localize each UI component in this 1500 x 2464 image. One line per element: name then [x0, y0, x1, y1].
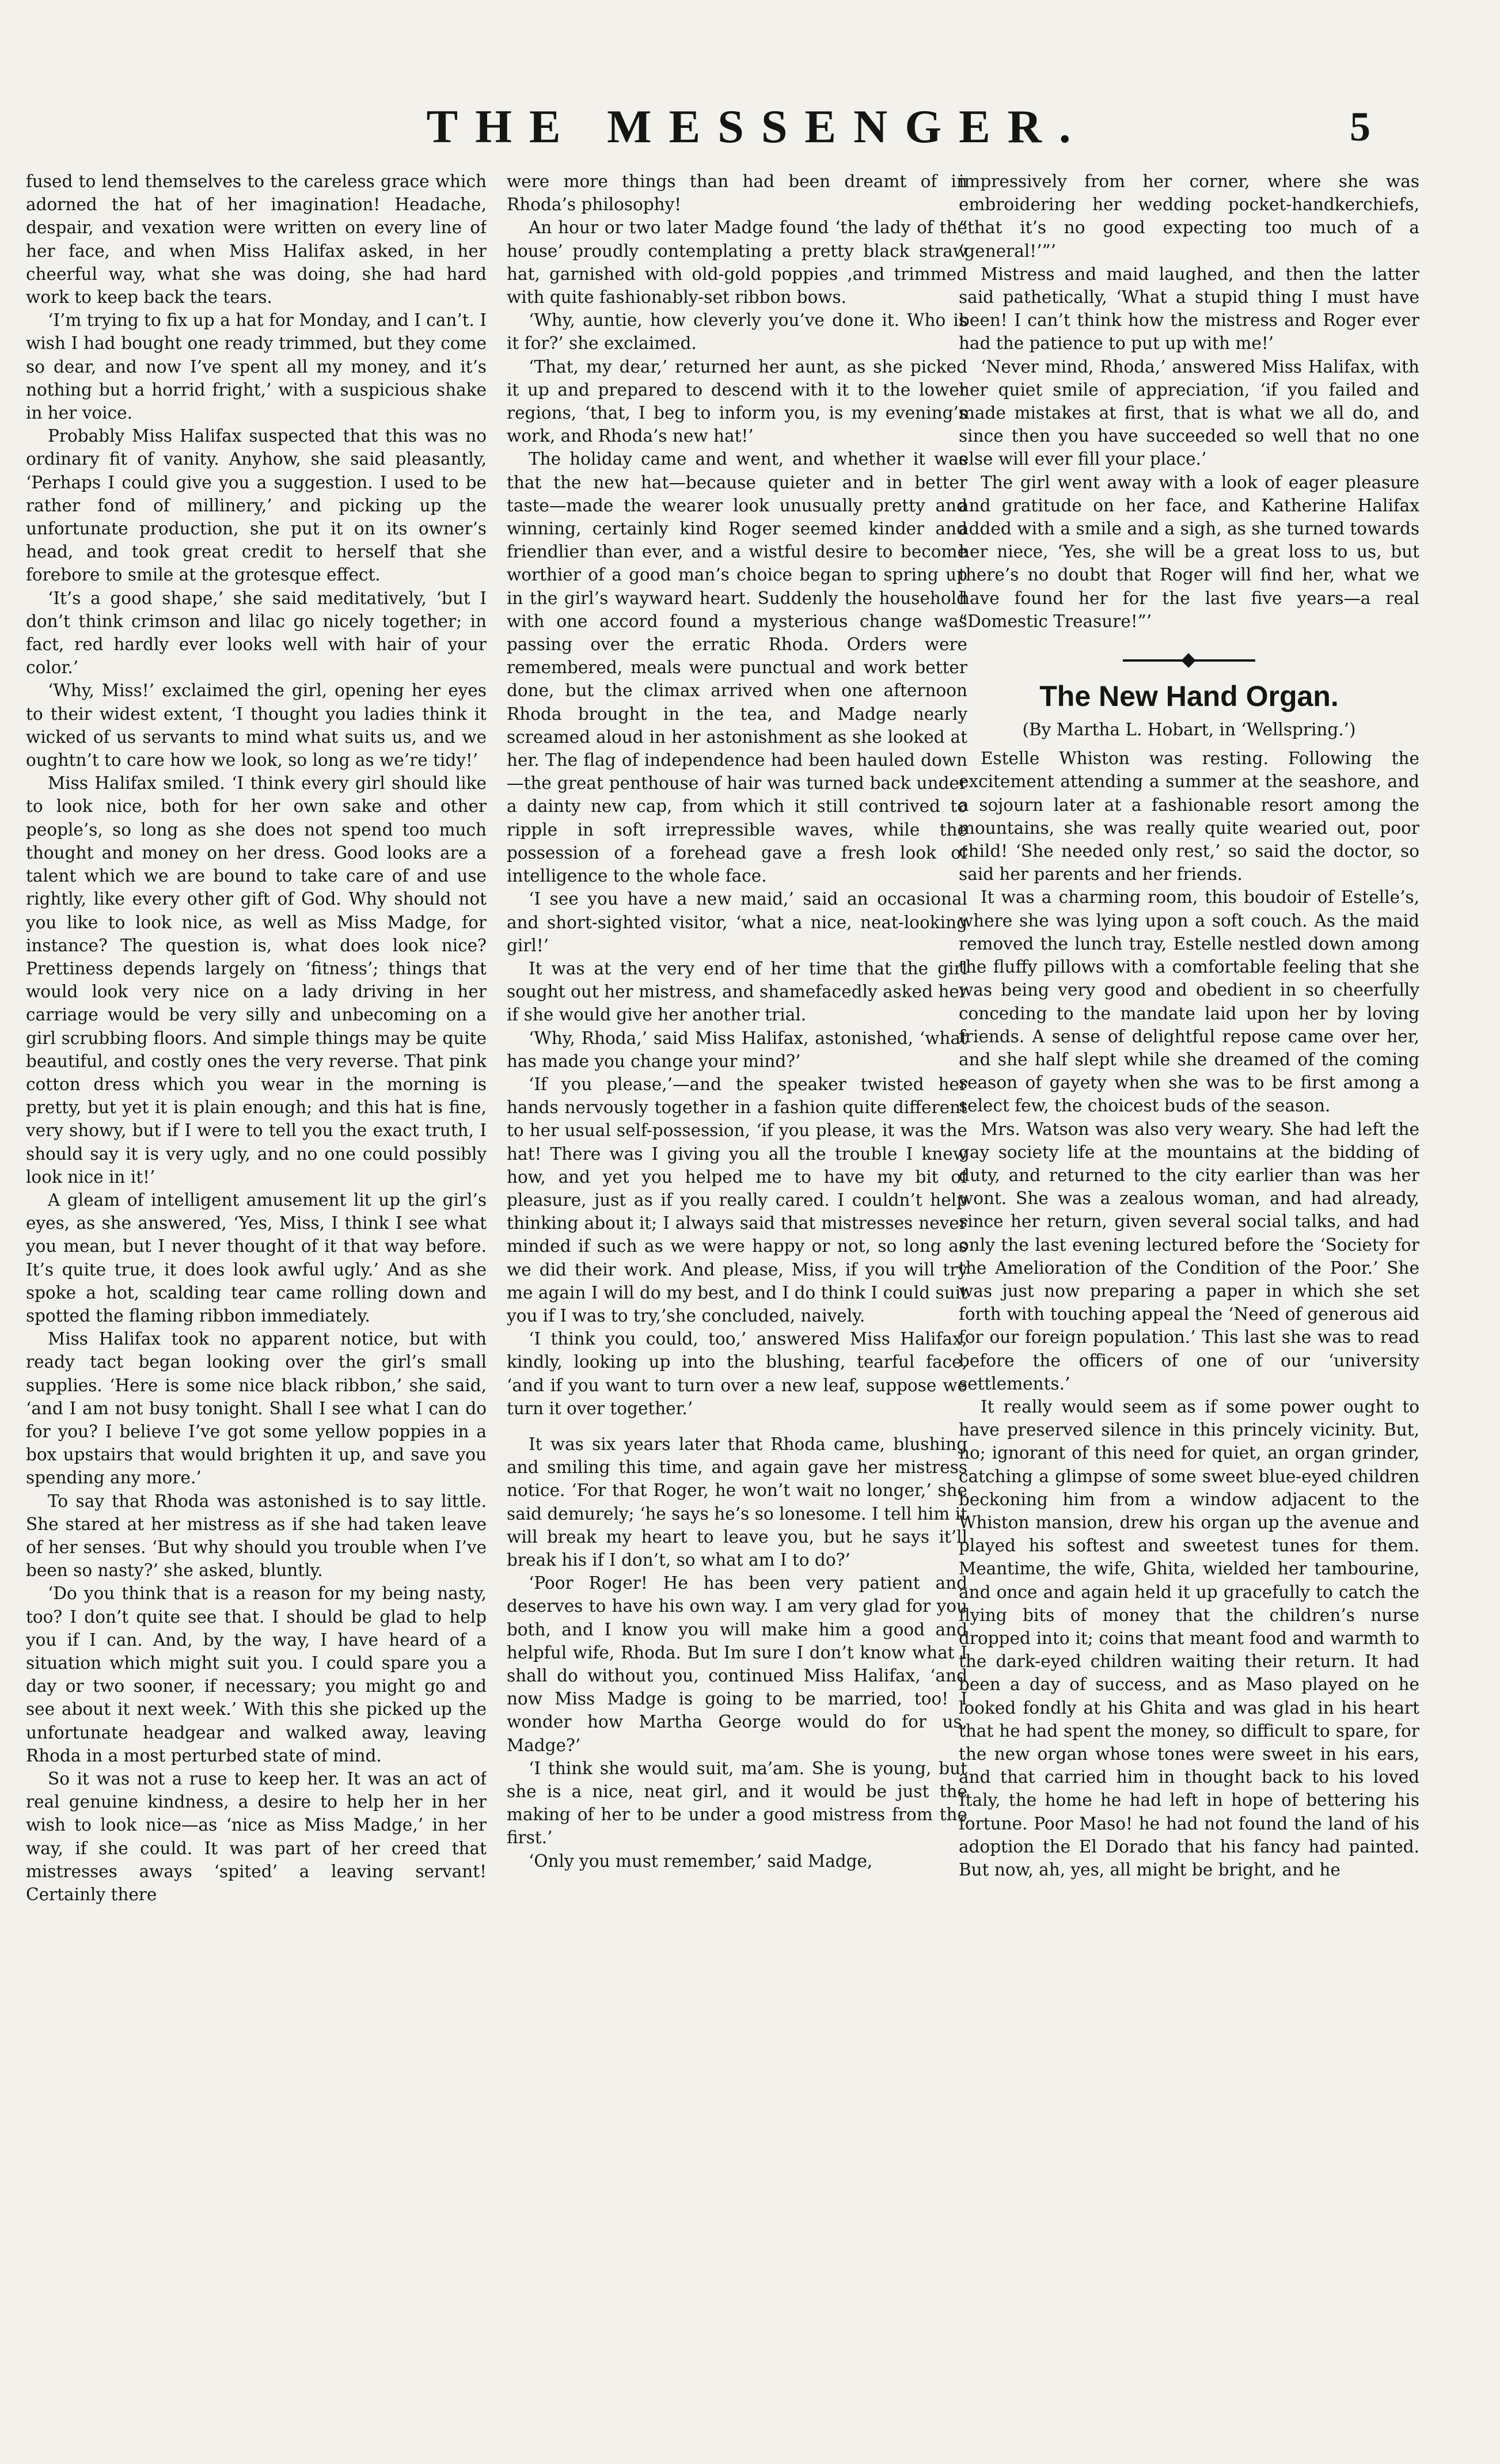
paragraph: ‘Why, auntie, how cleverly you’ve done it. Who is it for?’ she exclaimed.: [507, 310, 967, 354]
paragraph: ‘It’s a good shape,’ she said meditatively, ‘but I don’t think crimson and lilac go nicely together; in fact, red hardly ever looks well with hair of your color.’: [26, 588, 487, 678]
paragraph: An hour or two later Madge found ‘the lady of the house’ proudly contemplating a pretty black straw hat, garnished with old-gold poppies ,and trimmed with quite fashionably-set ribbon bows.: [507, 218, 967, 307]
paragraph: To say that Rhoda was astonished is to say little. She stared at her mistress as if she had taken leave of her senses. ‘But why should you trouble when I’ve been so nasty?’ she asked, bluntly.: [26, 1491, 487, 1581]
paragraph: Estelle Whiston was resting. Following the excitement attending a summer at the seashore, and a sojourn later at a fashionable resort among the mountains, she was really quite wearied out, poor child! ‘She needed only rest,’ so said the doctor, so said her parents and her friends.: [959, 749, 1419, 884]
paragraph: Probably Miss Halifax suspected that this was no ordinary fit of vanity. Anyhow, she said pleasantly, ‘Perhaps I could give you a suggestion. I used to be rather fond of millinery,’ and picking up the unfortunate production, she put it on its owner’s head, and took great credit to herself that she forebore to smile at the grotesque effect.: [26, 426, 487, 585]
paragraph: were more things than had been dreamt of in Rhoda’s philosophy!: [507, 172, 967, 215]
newspaper-title: THE MESSENGER.: [426, 100, 1088, 153]
paragraph: ‘Poor Roger! He has been very patient and deserves to have his own way. I am very glad for you both, and I know you will make him a good and helpful wife, Rhoda. But Im sure I don’t know what I shall do without you, continued Miss Halifax, ‘and now Miss Madge is going to be married, too! I wonder how Martha George would do for us, Madge?’: [507, 1573, 967, 1755]
paragraph: ‘Do you think that is a reason for my being nasty, too? I don’t quite see that. I should be glad to help you if I can. And, by the way, I have heard of a situation which might suit you. I could spare you a day or two sooner, if necessary; you might go and see about it next week.’ With this she picked up the unfortunate headgear and walked away, leaving Rhoda in a most perturbed state of mind.: [26, 1584, 487, 1766]
paragraph: ‘I see you have a new maid,’ said an occasional and short-sighted visitor, ‘what a nice, neat-looking girl!’: [507, 889, 967, 955]
masthead: [144, 101, 1370, 153]
paragraph: ‘Never mind, Rhoda,’ answered Miss Halifax, with her quiet smile of appreciation, ‘if you failed and made mistakes at first, that is what we all do, and since then you have succeeded so well that no one else will ever fill your place.’: [959, 356, 1419, 469]
paragraph: The girl went away with a look of eager pleasure and gratitude on her face, and Katherine Halifax added with a smile and a sigh, as she turned towards her niece, ‘Yes, she will be a great loss to us, but there’s no doubt that Roger will find her, what we have found her for the last five years—a real “Domestic Treasure!”’: [959, 472, 1419, 631]
section-divider: [1123, 659, 1255, 662]
paragraph: It was a charming room, this boudoir of Estelle’s, where she was lying upon a soft couch. As the maid removed the lunch tray, Estelle nestled down among the fluffy pillows with a comfortable feeling that she was being very good and obedient in so cheerfully conceding to the mandate laid upon her by loving friends. A sense of delightful repose came over her, and she half slept while she dreamed of the coming season of gayety when she was to be first among a select few, the choicest buds of the season.: [959, 887, 1419, 1116]
paragraph: ‘If you please,’—and the speaker twisted her hands nervously together in a fashion quite different to her usual self-possession, ‘if you please, it was the hat! There was I giving you all the trouble I knew how, and yet you helped me to have my bit of pleasure, just as if you really cared. I couldn’t help thinking about it; I always said that mistresses never minded if such as we were happy or not, so long as we did their work. And please, Miss, if you will try me again I will do my best, and I do think I could suit you if I was to try,’she concluded, naively.: [507, 1074, 967, 1326]
paragraph: So it was not a ruse to keep her. It was an act of real genuine kindness, a desire to help her in her wish to look nice—as ‘nice as Miss Madge,’ in her way, if she could. It was part of her creed that mistresses aways ‘spited’ a leaving servant! Certainly there: [26, 1769, 487, 1905]
paragraph: ‘Why, Miss!’ exclaimed the girl, opening her eyes to their widest extent, ‘I thought you ladies think it wicked of us servants to mind what suits us, and we oughtn’t to care how we look, so long as we’re tidy!’: [26, 681, 487, 770]
paragraph: It really would seem as if some power ought to have preserved silence in this princely vicinity. But, no; ignorant of this need for quiet, an organ grinder, catching a glimpse of some sweet blue-eyed children beckoning him from a window adjacent to the Whiston mansion, drew his organ up the avenue and played his softest and sweetest tunes for them. Meantime, the wife, Ghita, wielded her tambourine, and once and again held it up gracefully to catch the flying bits of money that the children’s nurse dropped into it; coins that meant food and warmth to the dark-eyed children waiting their return. It had been a day of success, and as Maso played on he looked fondly at his Ghita and was glad in his heart that he had spent the money, so difficult to spare, for the new organ whose tones were sweet in his ears, and that carried him in thought back to his loved Italy, the home he had left in hope of bettering his fortune. Poor Maso! he had not found the land of his adoption the El Dorado that his fancy had painted. But now, ah, yes, all might be bright, and he: [959, 1396, 1419, 1880]
paragraph: It was six years later that Rhoda came, blushing and smiling this time, and again gave her mistress notice. ‘For that Roger, he won’t wait no longer,’ she said demurely; ‘he says he’s so lonesome. I tell him it will break my heart to leave you, but he says it’ll break his if I don’t, so what am I to do?’: [507, 1434, 967, 1570]
paragraph: ‘Only you must remember,’ said Madge,: [529, 1851, 873, 1871]
text-column-1: [26, 170, 487, 2444]
paragraph: Mistress and maid laughed, and then the latter said pathetically, ‘What a stupid thing I must have been! I can’t think how the mistress and Roger ever had the patience to put up with me!’: [959, 264, 1419, 354]
paragraph: The holiday came and went, and whether it was that the new hat—because quieter and in better taste—made the wearer look unusually pretty and winning, certainly kind Roger seemed kinder and friendlier than ever, and a wistful desire to become worthier of a good man’s choice began to spring up in the girl’s wayward heart. Suddenly the household with one accord found a mysterious change was passing over the erratic Rhoda. Orders were remembered, meals were punctual and work better done, but the climax arrived when one afternoon Rhoda brought in the tea, and Madge nearly screamed aloud in her astonishment as she looked at her. The flag of independence had been hauled down—the great penthouse of hair was turned back under a dainty new cap, from which it still contrived to ripple in soft irrepressible waves, while the possession of a forehead gave a fresh look of intelligence to the whole face.: [507, 449, 967, 886]
paragraph: impressively from her corner, where she was embroidering her wedding pocket-handkerchiefs, “that it’s no good expecting too much of a ‘general!’”’: [959, 172, 1419, 261]
article-byline: (By Martha L. Hobart, in ‘Wellspring.’): [1022, 720, 1356, 740]
page-number: 5: [1350, 104, 1370, 150]
article-title: The New Hand Organ.: [1039, 680, 1339, 713]
paragraph: Mrs. Watson was also very weary. She had left the gay society life at the mountains at the bidding of duty, and returned to the city earlier than was her wont. She was a zealous woman, and had already, since her return, given several social talks, and had only the last evening lectured before the ‘Society for the Amelioration of the Condition of the Poor.’ She was just now preparing a paper in which she set forth with touching appeal the ‘Need of generous aid for our foreign population.’ This last she was to read before the officers of one of our ‘university settlements.’: [959, 1119, 1419, 1394]
text-column-3: [959, 170, 1419, 2444]
paragraph: fused to lend themselves to the careless grace which adorned the hat of her imagination! Headache, despair, and vexation were written on every line of her face, and when Miss Halifax asked, in her cheerful way, what she was doing, she had hard work to keep back the tears.: [26, 172, 487, 307]
paragraph: It was at the very end of her time that the girl sought out her mistress, and shamefacedly asked her if she would give her another trial.: [507, 958, 967, 1025]
text-column-2: [507, 170, 967, 2444]
paragraph: ‘I think you could, too,’ answered Miss Halifax, kindly, looking up into the blushing, tearful face, ‘and if you want to turn over a new leaf, suppose we turn it over together.’: [507, 1329, 967, 1418]
paragraph: Miss Halifax smiled. ‘I think every girl should like to look nice, both for her own sake and other people’s, so long as she does not spend too much thought and money on her dress. Good looks are a talent which we are bound to take care of and use rightly, like every other gift of God. Why should not you like to look nice, as well as Miss Madge, for instance? The question is, what does look nice? Prettiness depends largely on ‘fitness’; things that would look very nice on a lady driving in her carriage would be very silly and unbecoming on a girl scrubbing floors. And simple things may be quite beautiful, and costly ones the very reverse. That pink cotton dress which you wear in the morning is pretty, but yet it is plain enough; and this hat is fine, very showy, but if I were to tell you the exact truth, I should say it is very ugly, and no one could possibly look nice in it!’: [26, 773, 487, 1187]
paragraph: ‘I’m trying to fix up a hat for Monday, and I can’t. I wish I had bought one ready trimmed, but they come so dear, and now I’ve spent all my money, and it’s nothing but a horrid fright,’ with a suspicious shake in her voice.: [26, 310, 487, 423]
paragraph: ‘That, my dear,’ returned her aunt, as she picked it up and prepared to descend with it to the lower regions, ‘that, I beg to inform you, is my evening’s work, and Rhoda’s new hat!’: [507, 356, 967, 446]
paragraph: Miss Halifax took no apparent notice, but with ready tact began looking over the girl’s small supplies. ‘Here is some nice black ribbon,’ she said, ‘and I am not busy tonight. Shall I see what I can do for you? I believe I’ve got some yellow poppies in a box upstairs that would brighten it up, and save you spending any more.’: [26, 1329, 487, 1488]
paragraph: ‘Why, Rhoda,’ said Miss Halifax, astonished, ‘what has made you change your mind?’: [507, 1028, 967, 1071]
paragraph: A gleam of intelligent amusement lit up the girl’s eyes, as she answered, ‘Yes, Miss, I think I see what you mean, but I never thought of it that way before. It’s quite true, it does look awful ugly.’ And as she spoke a hot, scalding tear came rolling down and spotted the flaming ribbon immediately.: [26, 1190, 487, 1326]
paragraph: ‘I think she would suit, ma’am. She is young, but she is a nice, neat girl, and it would be just the making of her to be under a good mistress from the first.’: [507, 1758, 967, 1848]
